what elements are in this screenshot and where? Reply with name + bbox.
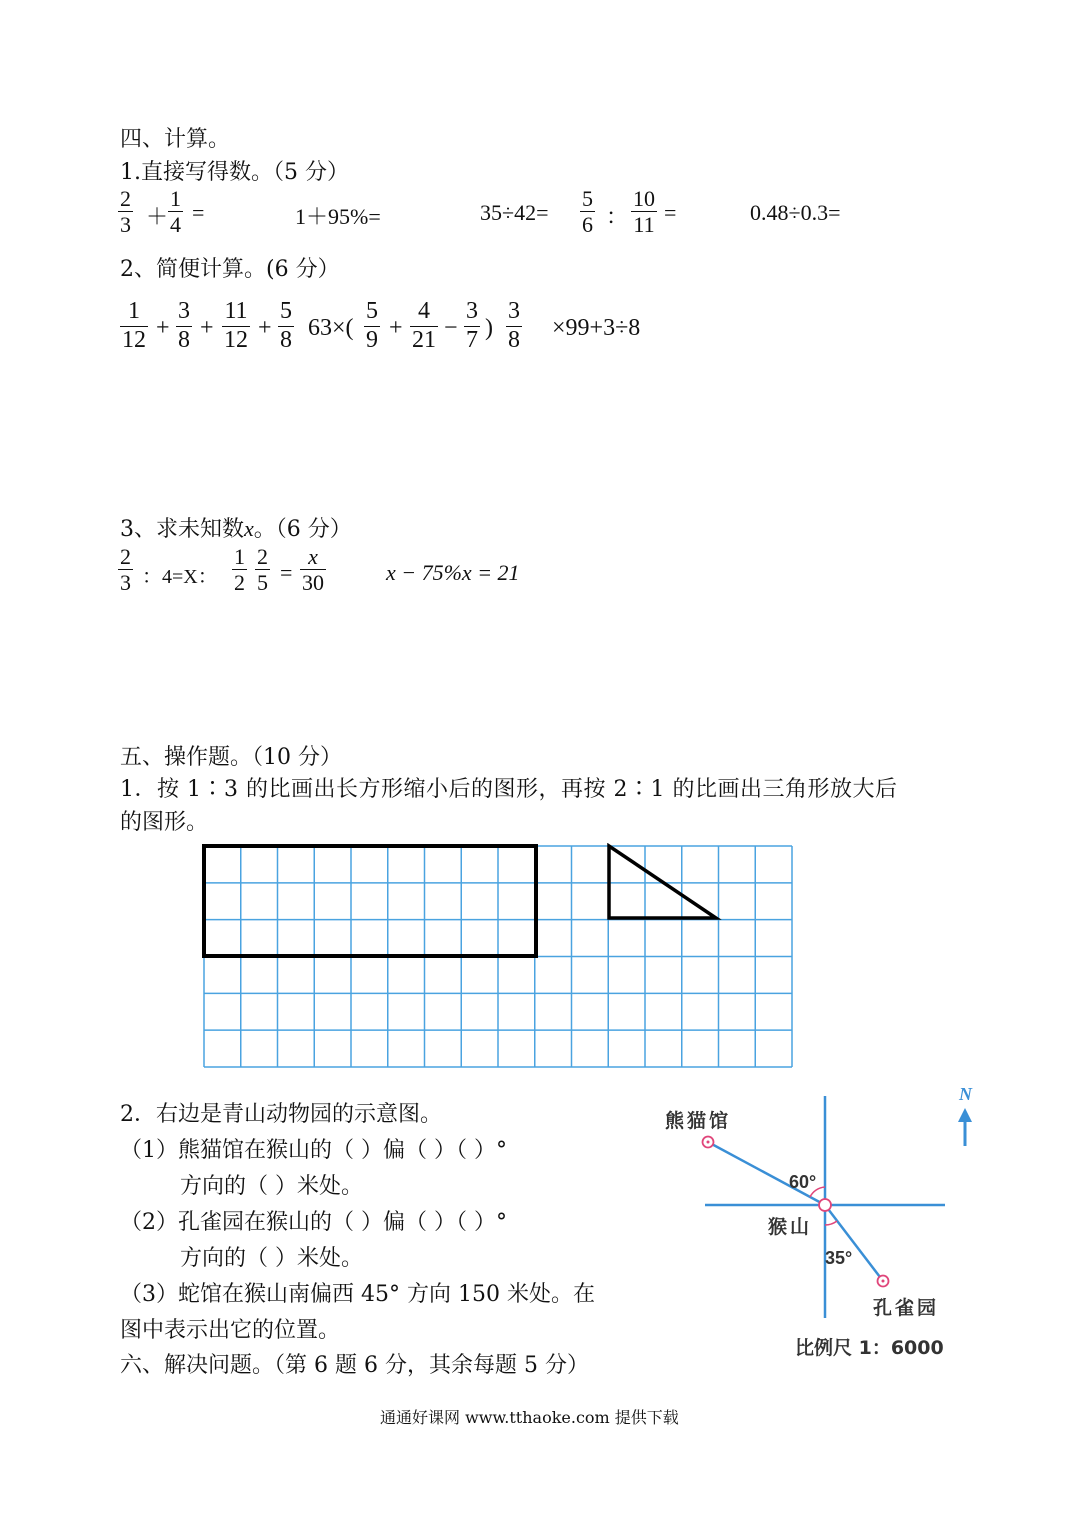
q5-2-p2b: 方向的（ ）米处。: [180, 1246, 363, 1271]
panda-label: 熊猫馆: [665, 1110, 732, 1132]
angle-35-label: 35°: [825, 1248, 853, 1268]
monkey-marker: [819, 1199, 831, 1211]
q3-title: 3、求未知数x。（6 分）: [120, 516, 352, 542]
fraction: $\frac{2}{3}$: [120, 544, 131, 596]
q1-item-c: 35÷42=: [480, 200, 549, 225]
q1-item-b: 1＋95%=: [295, 204, 381, 229]
scale-label: 比例尺 1：6000: [795, 1337, 944, 1359]
q5-2-p3b: 图中表示出它的位置。: [120, 1318, 341, 1343]
zoo-map: [655, 1080, 975, 1365]
fraction: $\frac{5}{9}$: [366, 298, 378, 353]
fraction: $\frac{3}{8}$: [508, 298, 520, 353]
section4-title: 四、计算。: [120, 127, 231, 152]
q2-title: 2、简便计算。(6 分）: [120, 257, 340, 282]
q5-2-p1b: 方向的（ ）米处。: [180, 1174, 363, 1199]
peacock-label: 孔雀园: [873, 1297, 940, 1319]
angle-60-label: 60°: [789, 1172, 817, 1192]
fraction: $\frac{1}{2}$: [234, 544, 245, 596]
fraction: $\frac{1}{12}$: [122, 298, 146, 353]
fraction: $\frac{2}{3}$: [120, 186, 131, 238]
section6-title: 六、解决问题。（第 6 题 6 分，其余每题 5 分）: [120, 1353, 589, 1378]
q5-1-line2: 的图形。: [120, 810, 209, 835]
q5-1-line1: 1．按 1∶3 的比画出长方形缩小后的图形，再按 2∶1 的比画出三角形放大后: [120, 777, 898, 802]
q1-title: 1.直接写得数。（5 分）: [120, 160, 349, 185]
triangle-shape: [609, 846, 716, 918]
q5-2-p2a: （2）孔雀园在猴山的（ ）偏（ ）（ ）°: [120, 1210, 507, 1235]
q5-2-p3a: （3）蛇馆在猴山南偏西 45° 方向 150 米处。在: [120, 1282, 595, 1307]
fraction: $\frac{2}{5}$: [257, 544, 268, 596]
fraction: $\frac{11}{12}$: [224, 298, 248, 353]
fraction: $\frac{3}{7}$: [466, 298, 478, 353]
north-label: N: [959, 1084, 972, 1104]
fraction: $\frac{5}{6}$: [582, 186, 593, 238]
fraction: $\frac{x}{30}$: [302, 544, 324, 596]
footer: 通通好课网 www.tthaoke.com 提供下载: [380, 1408, 679, 1427]
q5-2-intro: 2．右边是青山动物园的示意图。: [120, 1102, 442, 1127]
q3-eq3: x − 75%x = 21: [386, 560, 520, 585]
fraction: $\frac{10}{11}$: [633, 186, 655, 238]
monkey-label: 猴山: [768, 1216, 813, 1238]
north-arrow-icon: [958, 1108, 972, 1146]
drawing-grid: [200, 843, 795, 1069]
q5-2-p1a: （1）熊猫馆在猴山的（ ）偏（ ）（ ）°: [120, 1138, 507, 1163]
angle-arc-35: [825, 1221, 837, 1225]
fraction: $\frac{3}{8}$: [178, 298, 190, 353]
fraction: $\frac{5}{8}$: [280, 298, 292, 353]
section5-title: 五、操作题。（10 分）: [120, 745, 342, 770]
rectangle-shape: [204, 846, 536, 956]
q1-item-e: 0.48÷0.3=: [750, 200, 841, 225]
fraction: $\frac{4}{21}$: [412, 298, 436, 353]
peacock-route: [825, 1205, 883, 1281]
fraction: $\frac{1}{4}$: [170, 186, 181, 238]
